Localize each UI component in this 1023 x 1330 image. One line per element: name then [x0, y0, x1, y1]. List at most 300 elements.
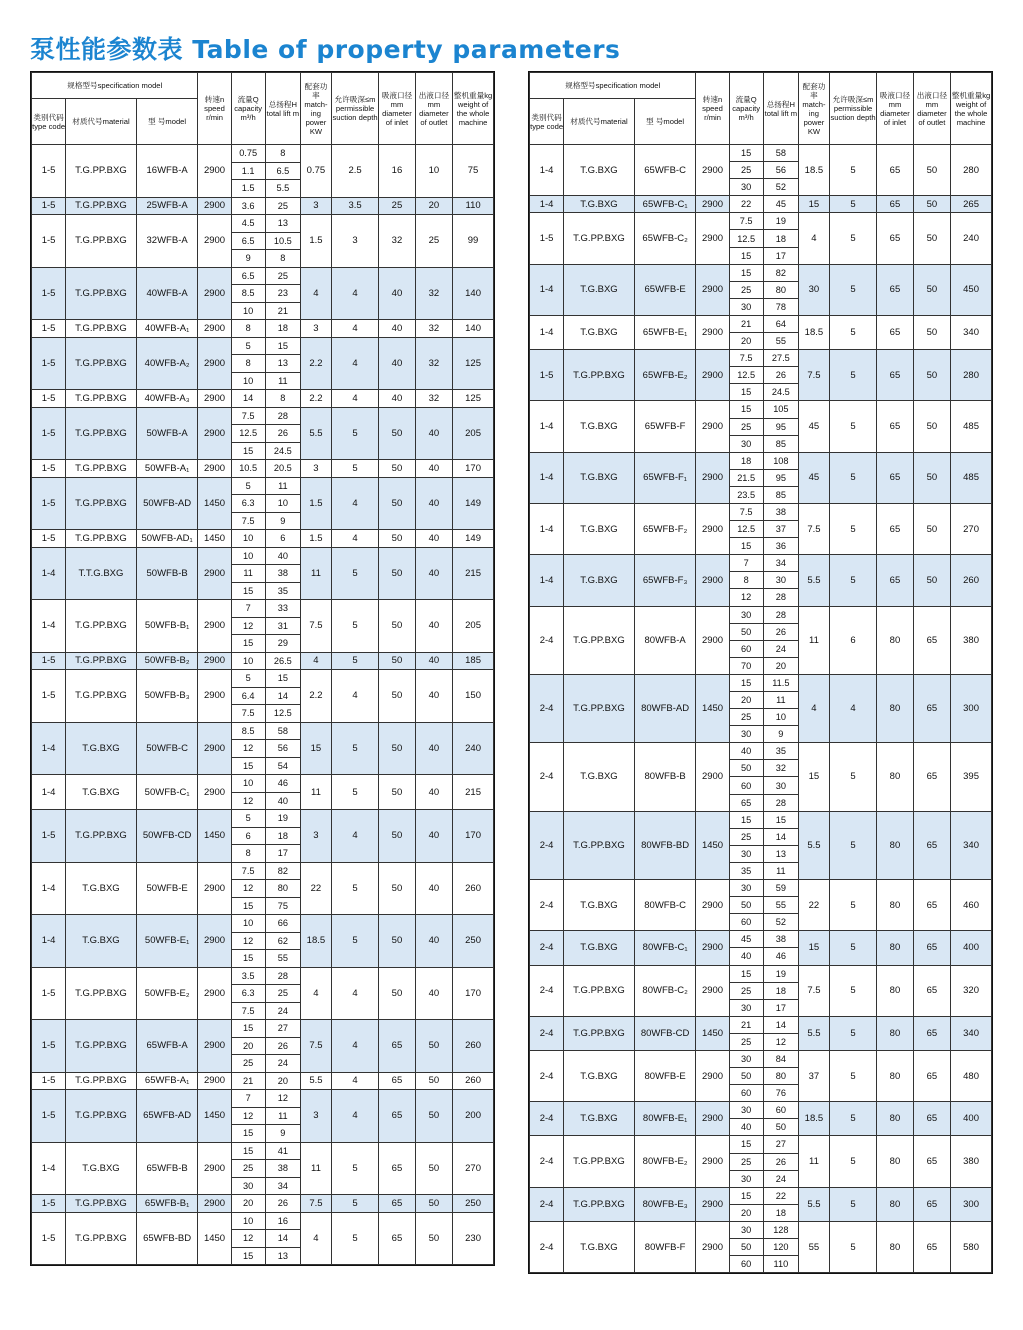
- lift-cell: 9: [763, 726, 798, 743]
- outlet-cell: 40: [415, 722, 452, 775]
- inlet-cell: 80: [877, 674, 913, 742]
- outlet-cell: 50: [913, 452, 950, 503]
- lift-cell: 62: [265, 932, 300, 950]
- table-row: [32, 267, 494, 285]
- speed-cell: 2900: [696, 350, 729, 401]
- lift-cell: 75: [265, 897, 300, 915]
- capacity-cell: 25: [231, 1160, 265, 1178]
- power-cell: 15: [799, 743, 830, 811]
- type-code-cell: 2-4: [530, 1136, 564, 1187]
- lift-cell: 19: [265, 810, 300, 828]
- capacity-cell: 40: [729, 948, 763, 965]
- capacity-cell: 10.5: [231, 460, 265, 478]
- material-cell: T.G.PP.BXG: [66, 1090, 137, 1143]
- lift-cell: 5.5: [265, 180, 300, 198]
- capacity-cell: 12.5: [729, 367, 763, 384]
- lift-cell: 8: [265, 390, 300, 408]
- capacity-cell: 12: [729, 589, 763, 606]
- lift-cell: 12.5: [265, 705, 300, 723]
- speed-cell: 2900: [198, 652, 231, 670]
- power-cell: 1.5: [301, 477, 332, 530]
- inlet-cell: 32: [379, 215, 415, 268]
- capacity-cell: 21: [729, 315, 763, 332]
- lift-cell: 11.5: [763, 674, 798, 691]
- model-cell: 80WFB-CD: [634, 1016, 696, 1050]
- table-row: [530, 1187, 992, 1204]
- capacity-cell: 30: [231, 1177, 265, 1195]
- table-row: [32, 337, 494, 355]
- type-code-cell: 1-4: [32, 915, 66, 968]
- power-cell: 5.5: [799, 1187, 830, 1221]
- outlet-cell: 32: [415, 337, 452, 390]
- inlet-cell: 80: [877, 1016, 913, 1050]
- lift-cell: 76: [763, 1085, 798, 1102]
- table-row: [32, 600, 494, 618]
- speed-cell: 2900: [198, 267, 231, 320]
- speed-cell: 2900: [198, 460, 231, 478]
- lift-cell: 26: [265, 1195, 300, 1213]
- suction-cell: 5: [331, 722, 378, 775]
- speed-cell: 2900: [198, 390, 231, 408]
- material-cell: T.G.BXG: [564, 401, 635, 452]
- material-cell: T.G.BXG: [564, 264, 635, 315]
- power-cell: 4: [301, 1212, 332, 1265]
- model-cell: 80WFB-E: [634, 1050, 696, 1101]
- power-cell: 55: [799, 1221, 830, 1272]
- lift-cell: 10: [265, 495, 300, 513]
- type-code-cell: 2-4: [530, 1016, 564, 1050]
- model-cell: 65WFB-E: [634, 264, 696, 315]
- material-cell: T.G.BXG: [564, 880, 635, 931]
- capacity-cell: 30: [729, 1170, 763, 1187]
- weight-cell: 485: [951, 452, 992, 503]
- capacity-cell: 15: [729, 264, 763, 281]
- capacity-cell: 7.5: [231, 862, 265, 880]
- table-row: [32, 722, 494, 740]
- type-code-cell: 1-5: [32, 967, 66, 1020]
- material-cell: T.G.PP.BXG: [564, 350, 635, 401]
- capacity-cell: 15: [231, 757, 265, 775]
- inlet-cell: 50: [379, 652, 415, 670]
- capacity-cell: 50: [729, 1239, 763, 1256]
- table-row: [530, 1102, 992, 1119]
- capacity-cell: 30: [729, 606, 763, 623]
- type-code-cell: 1-4: [32, 775, 66, 810]
- lift-cell: 58: [265, 722, 300, 740]
- lift-cell: 6: [265, 530, 300, 548]
- lift-cell: 21: [265, 302, 300, 320]
- weight-cell: 205: [453, 407, 494, 460]
- weight-cell: 149: [453, 477, 494, 530]
- model-cell: 65WFB-E₂: [634, 350, 696, 401]
- material-cell: T.G.BXG: [564, 315, 635, 349]
- material-cell: T.G.PP.BXG: [66, 407, 137, 460]
- power-cell: 37: [799, 1050, 830, 1101]
- power-cell: 3: [301, 320, 332, 338]
- inlet-cell: 80: [877, 811, 913, 879]
- outlet-cell: 40: [415, 460, 452, 478]
- table-row: [32, 652, 494, 670]
- type-code-cell: 1-5: [32, 810, 66, 863]
- weight-cell: 110: [453, 197, 494, 215]
- outlet-cell: 50: [913, 264, 950, 315]
- inlet-cell: 80: [877, 1221, 913, 1272]
- speed-cell: 2900: [198, 967, 231, 1020]
- capacity-cell: 8: [729, 572, 763, 589]
- model-cell: 50WFB-E₂: [136, 967, 198, 1020]
- lift-cell: 6.5: [265, 162, 300, 180]
- table-row: [530, 145, 992, 162]
- capacity-cell: 12: [231, 1230, 265, 1248]
- power-cell: 5.5: [799, 1016, 830, 1050]
- speed-cell: 2900: [696, 503, 729, 554]
- capacity-cell: 25: [729, 982, 763, 999]
- lift-cell: 11: [265, 1107, 300, 1125]
- power-cell: 2.2: [301, 390, 332, 408]
- type-code-cell: 1-4: [530, 503, 564, 554]
- model-cell: 50WFB-B₂: [136, 652, 198, 670]
- capacity-cell: 25: [729, 281, 763, 298]
- weight-cell: 240: [453, 722, 494, 775]
- model-cell: 50WFB-C₁: [136, 775, 198, 810]
- outlet-cell: 40: [415, 775, 452, 810]
- table-row: [32, 530, 494, 548]
- lift-cell: 26: [763, 367, 798, 384]
- speed-cell: 2900: [198, 407, 231, 460]
- table-row: [32, 915, 494, 933]
- speed-cell: 2900: [696, 1187, 729, 1221]
- weight-cell: 200: [453, 1090, 494, 1143]
- material-cell: T.G.PP.BXG: [66, 652, 137, 670]
- inlet-cell: 16: [379, 145, 415, 198]
- power-cell: 15: [799, 931, 830, 965]
- capacity-cell: 7: [231, 1090, 265, 1108]
- lift-cell: 80: [763, 1068, 798, 1085]
- material-cell: T.G.PP.BXG: [66, 1020, 137, 1073]
- outlet-cell: 40: [415, 810, 452, 863]
- capacity-cell: 3.6: [231, 197, 265, 215]
- lift-cell: 34: [763, 555, 798, 572]
- power-cell: 3: [301, 197, 332, 215]
- lift-cell: 120: [763, 1239, 798, 1256]
- speed-cell: 2900: [696, 196, 729, 213]
- capacity-cell: 30: [729, 999, 763, 1016]
- weight-cell: 170: [453, 460, 494, 478]
- suction-header: 允许吸深≤m permissible suction depth: [829, 73, 876, 145]
- weight-cell: 400: [951, 1102, 992, 1136]
- speed-cell: 2900: [198, 600, 231, 653]
- capacity-cell: 30: [729, 1050, 763, 1067]
- table-row: [530, 674, 992, 691]
- suction-cell: 5: [829, 811, 876, 879]
- inlet-cell: 50: [379, 547, 415, 600]
- speed-cell: 2900: [696, 401, 729, 452]
- inlet-cell: 65: [877, 503, 913, 554]
- capacity-cell: 9: [231, 250, 265, 268]
- model-cell: 16WFB-A: [136, 145, 198, 198]
- material-cell: T.G.BXG: [564, 503, 635, 554]
- lift-cell: 20.5: [265, 460, 300, 478]
- type-code-cell: 2-4: [530, 1187, 564, 1221]
- power-cell: 15: [799, 196, 830, 213]
- outlet-cell: 50: [913, 555, 950, 606]
- suction-cell: 5: [331, 1142, 378, 1195]
- outlet-cell: 65: [913, 931, 950, 965]
- model-cell: 65WFB-B: [136, 1142, 198, 1195]
- speed-cell: 2900: [696, 1221, 729, 1272]
- capacity-cell: 7: [231, 600, 265, 618]
- model-cell: 80WFB-C₁: [634, 931, 696, 965]
- lift-cell: 9: [265, 1125, 300, 1143]
- material-cell: T.G.PP.BXG: [66, 390, 137, 408]
- capacity-cell: 12: [231, 617, 265, 635]
- lift-cell: 34: [265, 1177, 300, 1195]
- speed-cell: 2900: [696, 1102, 729, 1136]
- lift-cell: 20: [763, 657, 798, 674]
- lift-cell: 85: [763, 435, 798, 452]
- capacity-cell: 7.5: [231, 407, 265, 425]
- lift-cell: 64: [763, 315, 798, 332]
- outlet-cell: 65: [913, 880, 950, 931]
- lift-cell: 38: [763, 503, 798, 520]
- type-code-cell: 1-5: [32, 145, 66, 198]
- speed-cell: 2900: [198, 320, 231, 338]
- material-cell: T.G.PP.BXG: [66, 337, 137, 390]
- type-code-header: 类别代码type code: [32, 99, 66, 145]
- capacity-cell: 25: [729, 828, 763, 845]
- lift-cell: 28: [763, 589, 798, 606]
- power-cell: 3: [301, 460, 332, 478]
- type-code-cell: 2-4: [530, 965, 564, 1016]
- table-row: [32, 197, 494, 215]
- material-cell: T.G.PP.BXG: [564, 811, 635, 879]
- material-cell: T.G.PP.BXG: [66, 600, 137, 653]
- capacity-cell: 15: [729, 247, 763, 264]
- model-cell: 80WFB-BD: [634, 811, 696, 879]
- model-cell: 80WFB-C: [634, 880, 696, 931]
- lift-cell: 52: [763, 914, 798, 931]
- capacity-cell: 15: [231, 635, 265, 653]
- speed-cell: 2900: [696, 606, 729, 674]
- material-cell: T.G.BXG: [564, 452, 635, 503]
- material-cell: T.G.BXG: [564, 555, 635, 606]
- speed-cell: 2900: [696, 965, 729, 1016]
- outlet-cell: 40: [415, 600, 452, 653]
- power-cell: 18.5: [799, 1102, 830, 1136]
- lift-cell: 22: [763, 1187, 798, 1204]
- capacity-cell: 8.5: [231, 722, 265, 740]
- material-cell: T.G.PP.BXG: [66, 215, 137, 268]
- model-cell: 40WFB-A₃: [136, 390, 198, 408]
- lift-cell: 46: [265, 775, 300, 793]
- power-cell: 7.5: [799, 503, 830, 554]
- outlet-cell: 50: [913, 145, 950, 196]
- lift-cell: 78: [763, 298, 798, 315]
- capacity-cell: 50: [729, 623, 763, 640]
- lift-cell: 105: [763, 401, 798, 418]
- speed-cell: 2900: [696, 1050, 729, 1101]
- capacity-cell: 15: [231, 442, 265, 460]
- power-cell: 18.5: [301, 915, 332, 968]
- table-row: [530, 452, 992, 469]
- power-cell: 22: [301, 862, 332, 915]
- suction-cell: 5: [829, 965, 876, 1016]
- capacity-cell: 15: [729, 538, 763, 555]
- capacity-cell: 8: [231, 845, 265, 863]
- capacity-cell: 15: [729, 965, 763, 982]
- type-code-cell: 1-4: [32, 600, 66, 653]
- capacity-cell: 20: [231, 1195, 265, 1213]
- capacity-cell: 5: [231, 810, 265, 828]
- suction-cell: 5: [829, 264, 876, 315]
- type-code-cell: 1-5: [32, 337, 66, 390]
- lift-header: 总扬程H total lift m: [265, 73, 300, 145]
- capacity-cell: 10: [231, 372, 265, 390]
- capacity-cell: 22: [729, 196, 763, 213]
- power-cell: 7.5: [301, 1195, 332, 1213]
- inlet-cell: 50: [379, 967, 415, 1020]
- inlet-cell: 50: [379, 670, 415, 723]
- capacity-cell: 25: [729, 162, 763, 179]
- weight-cell: 460: [951, 880, 992, 931]
- model-cell: 50WFB-E: [136, 862, 198, 915]
- power-cell: 2.2: [301, 670, 332, 723]
- lift-cell: 80: [763, 281, 798, 298]
- inlet-cell: 65: [877, 350, 913, 401]
- capacity-cell: 15: [729, 145, 763, 162]
- inlet-cell: 65: [379, 1142, 415, 1195]
- material-cell: T.G.PP.BXG: [564, 965, 635, 1016]
- outlet-cell: 50: [913, 503, 950, 554]
- type-code-cell: 1-4: [32, 862, 66, 915]
- capacity-cell: 7.5: [729, 213, 763, 230]
- material-cell: T.G.PP.BXG: [564, 213, 635, 264]
- capacity-cell: 11: [231, 565, 265, 583]
- lift-cell: 18: [763, 1204, 798, 1221]
- power-cell: 5.5: [799, 555, 830, 606]
- capacity-cell: 6.5: [231, 267, 265, 285]
- suction-cell: 2.5: [331, 145, 378, 198]
- power-cell: 4: [799, 674, 830, 742]
- capacity-cell: 7.5: [729, 350, 763, 367]
- capacity-cell: 10: [231, 775, 265, 793]
- model-cell: 50WFB-B₁: [136, 600, 198, 653]
- suction-cell: 5: [829, 1187, 876, 1221]
- outlet-cell: 40: [415, 915, 452, 968]
- lift-cell: 18: [763, 230, 798, 247]
- capacity-cell: 25: [729, 1033, 763, 1050]
- suction-cell: 5: [829, 743, 876, 811]
- capacity-cell: 5: [231, 477, 265, 495]
- lift-cell: 38: [265, 565, 300, 583]
- capacity-cell: 6.5: [231, 232, 265, 250]
- power-cell: 0.75: [301, 145, 332, 198]
- capacity-cell: 40: [729, 1119, 763, 1136]
- material-cell: T.G.PP.BXG: [66, 670, 137, 723]
- outlet-cell: 40: [415, 530, 452, 548]
- weight-cell: 300: [951, 1187, 992, 1221]
- type-code-cell: 2-4: [530, 931, 564, 965]
- speed-cell: 2900: [198, 670, 231, 723]
- weight-cell: 340: [951, 1016, 992, 1050]
- outlet-cell: 50: [415, 1142, 452, 1195]
- lift-cell: 14: [763, 1016, 798, 1033]
- lift-cell: 31: [265, 617, 300, 635]
- suction-cell: 5: [829, 1016, 876, 1050]
- weight-cell: 270: [453, 1142, 494, 1195]
- capacity-cell: 60: [729, 914, 763, 931]
- capacity-cell: 7.5: [231, 705, 265, 723]
- suction-cell: 5: [331, 775, 378, 810]
- power-cell: 11: [301, 547, 332, 600]
- capacity-cell: 20: [729, 333, 763, 350]
- outlet-cell: 40: [415, 967, 452, 1020]
- capacity-cell: 30: [729, 726, 763, 743]
- capacity-cell: 50: [729, 760, 763, 777]
- table-row: [530, 315, 992, 332]
- suction-cell: 5: [829, 1102, 876, 1136]
- suction-cell: 5: [829, 401, 876, 452]
- speed-cell: 2900: [198, 722, 231, 775]
- inlet-cell: 50: [379, 460, 415, 478]
- inlet-cell: 65: [877, 196, 913, 213]
- lift-cell: 27: [763, 1136, 798, 1153]
- power-cell: 15: [301, 722, 332, 775]
- type-code-cell: 1-5: [530, 350, 564, 401]
- lift-cell: 24: [763, 640, 798, 657]
- table-row: [32, 215, 494, 233]
- inlet-cell: 50: [379, 862, 415, 915]
- capacity-cell: 60: [729, 777, 763, 794]
- outlet-cell: 32: [415, 267, 452, 320]
- lift-cell: 37: [763, 521, 798, 538]
- type-code-cell: 2-4: [530, 811, 564, 879]
- suction-cell: 4: [331, 1020, 378, 1073]
- outlet-cell: 65: [913, 965, 950, 1016]
- table-row: [530, 213, 992, 230]
- inlet-cell: 40: [379, 320, 415, 338]
- lift-cell: 108: [763, 452, 798, 469]
- type-code-cell: 1-4: [530, 145, 564, 196]
- capacity-cell: 15: [231, 897, 265, 915]
- weight-cell: 215: [453, 547, 494, 600]
- table-row: [530, 1221, 992, 1238]
- weight-cell: 270: [951, 503, 992, 554]
- capacity-cell: 15: [231, 1020, 265, 1038]
- model-cell: 50WFB-AD₁: [136, 530, 198, 548]
- model-cell: 50WFB-B: [136, 547, 198, 600]
- spec-model-header: 规格型号specification model: [32, 73, 198, 99]
- table-row: [530, 1016, 992, 1033]
- table-row: [32, 1020, 494, 1038]
- lift-cell: 66: [265, 915, 300, 933]
- weight-cell: 250: [453, 1195, 494, 1213]
- type-code-cell: 1-5: [32, 1195, 66, 1213]
- lift-cell: 30: [763, 572, 798, 589]
- lift-cell: 40: [265, 547, 300, 565]
- model-cell: 80WFB-E₁: [634, 1102, 696, 1136]
- capacity-cell: 21.5: [729, 469, 763, 486]
- model-cell: 25WFB-A: [136, 197, 198, 215]
- lift-cell: 54: [265, 757, 300, 775]
- material-cell: T.G.PP.BXG: [66, 967, 137, 1020]
- table-row: [32, 1090, 494, 1108]
- capacity-cell: 25: [729, 1153, 763, 1170]
- type-code-cell: 1-5: [32, 460, 66, 478]
- model-cell: 65WFB-A₁: [136, 1072, 198, 1090]
- lift-cell: 35: [265, 582, 300, 600]
- speed-cell: 2900: [198, 862, 231, 915]
